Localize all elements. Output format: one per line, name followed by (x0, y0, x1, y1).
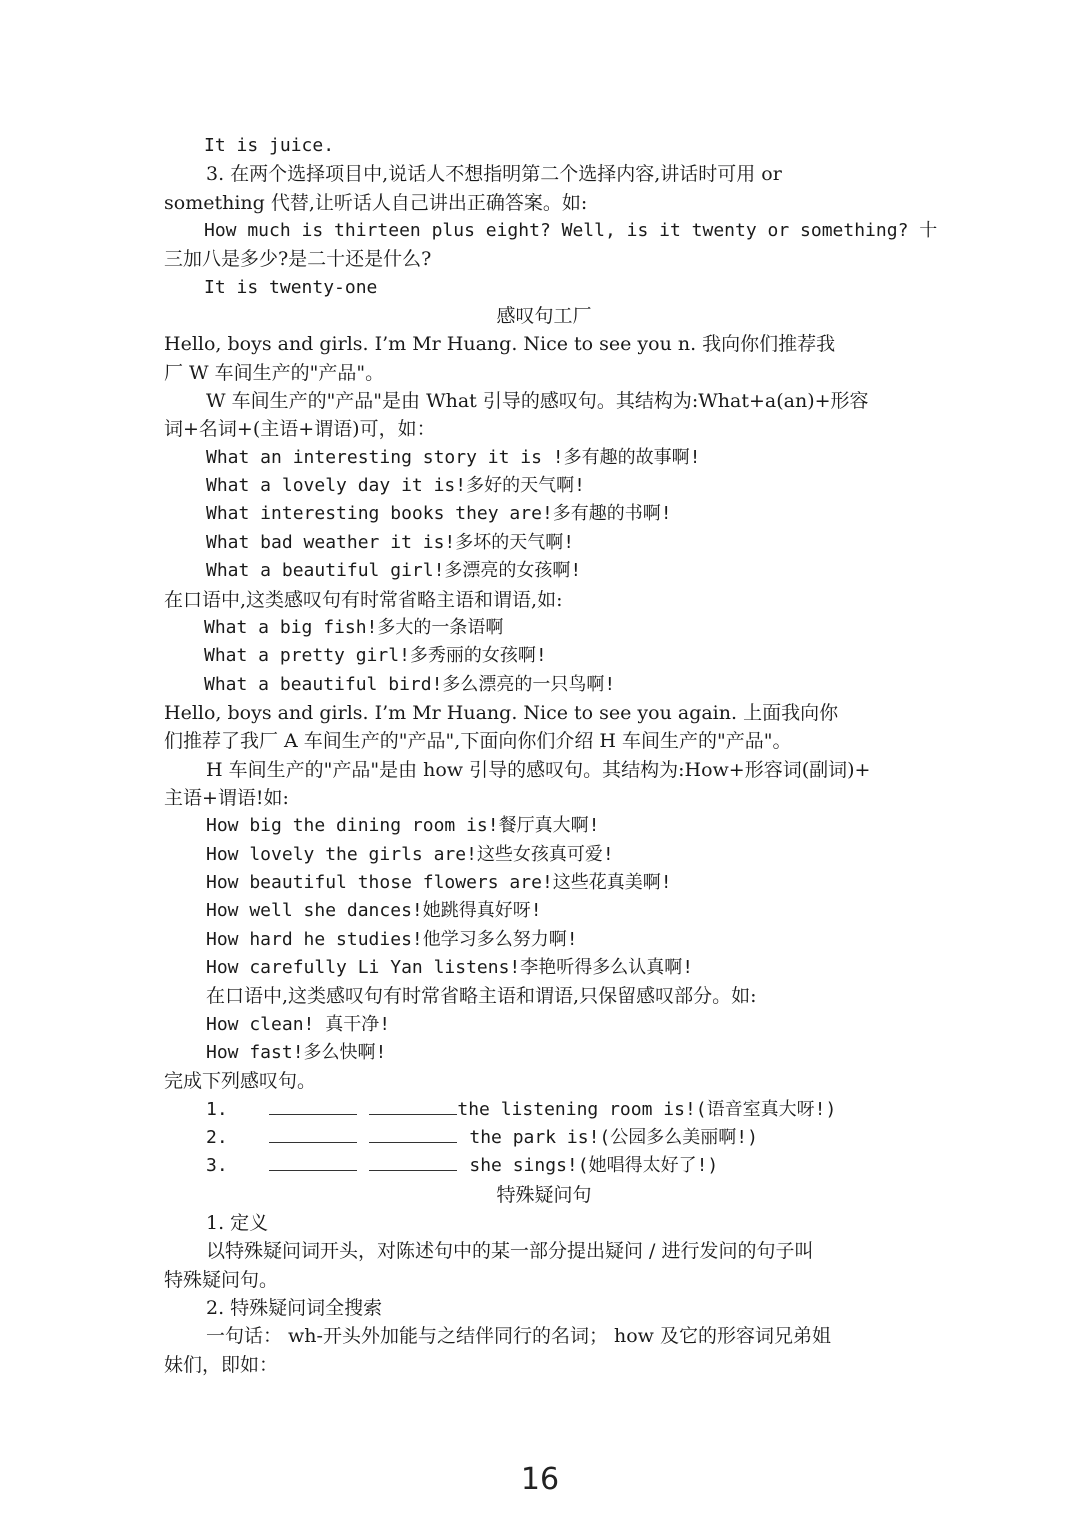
text-line: 特殊疑问句。 (164, 1268, 279, 1291)
example-line: What a beautiful girl!多漂亮的女孩啊! (206, 560, 582, 582)
text-line: It is juice. (204, 135, 335, 156)
exercise-item (164, 1096, 924, 1124)
text-line: something 代替,让听话人自己讲出正确答案。如: (164, 191, 588, 214)
text-line: 1. 定义 (206, 1212, 269, 1235)
page-number: 16 (520, 1462, 560, 1497)
text-line: 3. 在两个选择项目中,说话人不想指明第二个选择内容,讲话时可用 or (206, 163, 782, 186)
text-line: 妹们，即如： (164, 1353, 279, 1376)
example-line: What a beautiful bird!多么漂亮的一只鸟啊! (204, 673, 616, 695)
document-body (164, 132, 938, 1379)
example-line: What interesting books they are!多有趣的书啊! (206, 503, 672, 525)
example-line: How fast!多么快啊! (206, 1042, 387, 1063)
exercise-text: she sings!(她唱得太好了!) (469, 1155, 719, 1177)
text-line: H 车间生产的"产品"是由 how 引导的感叹句。其结构为:How+形容词(副词)+ (206, 758, 871, 781)
text-line: 们推荐了我厂 A 车间生产的"产品",下面向你们介绍 H 车间生产的"产品"。 (164, 730, 792, 753)
text-line: Hello, boys and girls. I’m Mr Huang. Nice to see you n. 我向你们推荐我 (164, 333, 836, 356)
text-line: 主语+谓语!如: (164, 786, 289, 809)
example-line: How big the dining room is!餐厅真大啊! (206, 815, 600, 837)
example-line: What bad weather it is!多坏的天气啊! (206, 531, 575, 553)
example-line: How lovely the girls are!这些女孩真可爱! (206, 843, 614, 865)
exercise-number: 3. (206, 1155, 228, 1177)
text-line: 以特殊疑问词开头，对陈述句中的某一部分提出疑问 / 进行发问的句子叫 (206, 1240, 814, 1263)
exercise-heading: 完成下列感叹句。 (164, 1070, 317, 1093)
answer-blank[interactable] (369, 1152, 457, 1171)
section-heading-exclamation: 感叹句工厂 (496, 305, 592, 328)
answer-blank[interactable] (269, 1152, 357, 1171)
example-line: How hard he studies!他学习多么努力啊! (206, 928, 578, 950)
example-line: What a pretty girl!多秀丽的女孩啊! (204, 645, 547, 667)
example-line: What an interesting story it is !多有趣的故事啊! (206, 446, 701, 468)
example-line: How beautiful those flowers are!这些花真美啊! (206, 871, 672, 893)
text-line: It is twenty-one (204, 276, 378, 298)
text-line: W 车间生产的"产品"是由 What 引导的感叹句。其结构为:What+a(an)+形容 (206, 390, 869, 413)
exercise-item (164, 1152, 924, 1180)
text-line: How much is thirteen plus eight? Well, is it twenty or something? 十 (204, 220, 938, 242)
exercise-item (164, 1124, 924, 1152)
answer-blank[interactable] (369, 1124, 457, 1143)
text-line: 在口语中,这类感叹句有时常省略主语和谓语,只保留感叹部分。如: (206, 985, 757, 1008)
answer-blank[interactable] (369, 1096, 457, 1115)
text-line: 三加八是多少?是二十还是什么? (164, 248, 432, 271)
text-line: 在口语中,这类感叹句有时常省略主语和谓语,如: (164, 588, 563, 611)
text-line: Hello, boys and girls. I’m Mr Huang. Nice to see you again. 上面我向你 (164, 701, 839, 724)
example-line: How clean! 真干净! (206, 1013, 391, 1035)
exercise-text: the listening room is!(语音室真大呀!) (457, 1098, 837, 1120)
example-line: What a big fish!多大的一条语啊 (204, 616, 504, 638)
exercise-text: the park is!(公园多么美丽啊!) (469, 1127, 758, 1149)
text-line: 词+名词+(主语+谓语)可，如： (164, 418, 436, 441)
section-heading-special-question: 特殊疑问句 (496, 1183, 592, 1206)
example-line: What a lovely day it is!多好的天气啊! (206, 475, 585, 497)
text-line: 厂 W 车间生产的"产品"。 (164, 361, 385, 384)
exercise-number: 1. (206, 1098, 228, 1120)
example-line: How well she dances!她跳得真好呀! (206, 900, 542, 922)
exercise-number: 2. (206, 1127, 228, 1149)
text-line: 一句话： wh-开头外加能与之结伴同行的名词； how 及它的形容词兄弟姐 (206, 1325, 831, 1348)
example-line: How carefully Li Yan listens!李艳听得多么认真啊! (206, 956, 694, 978)
answer-blank[interactable] (269, 1124, 357, 1143)
answer-blank[interactable] (269, 1096, 357, 1115)
text-line: 2. 特殊疑问词全搜索 (206, 1297, 383, 1320)
